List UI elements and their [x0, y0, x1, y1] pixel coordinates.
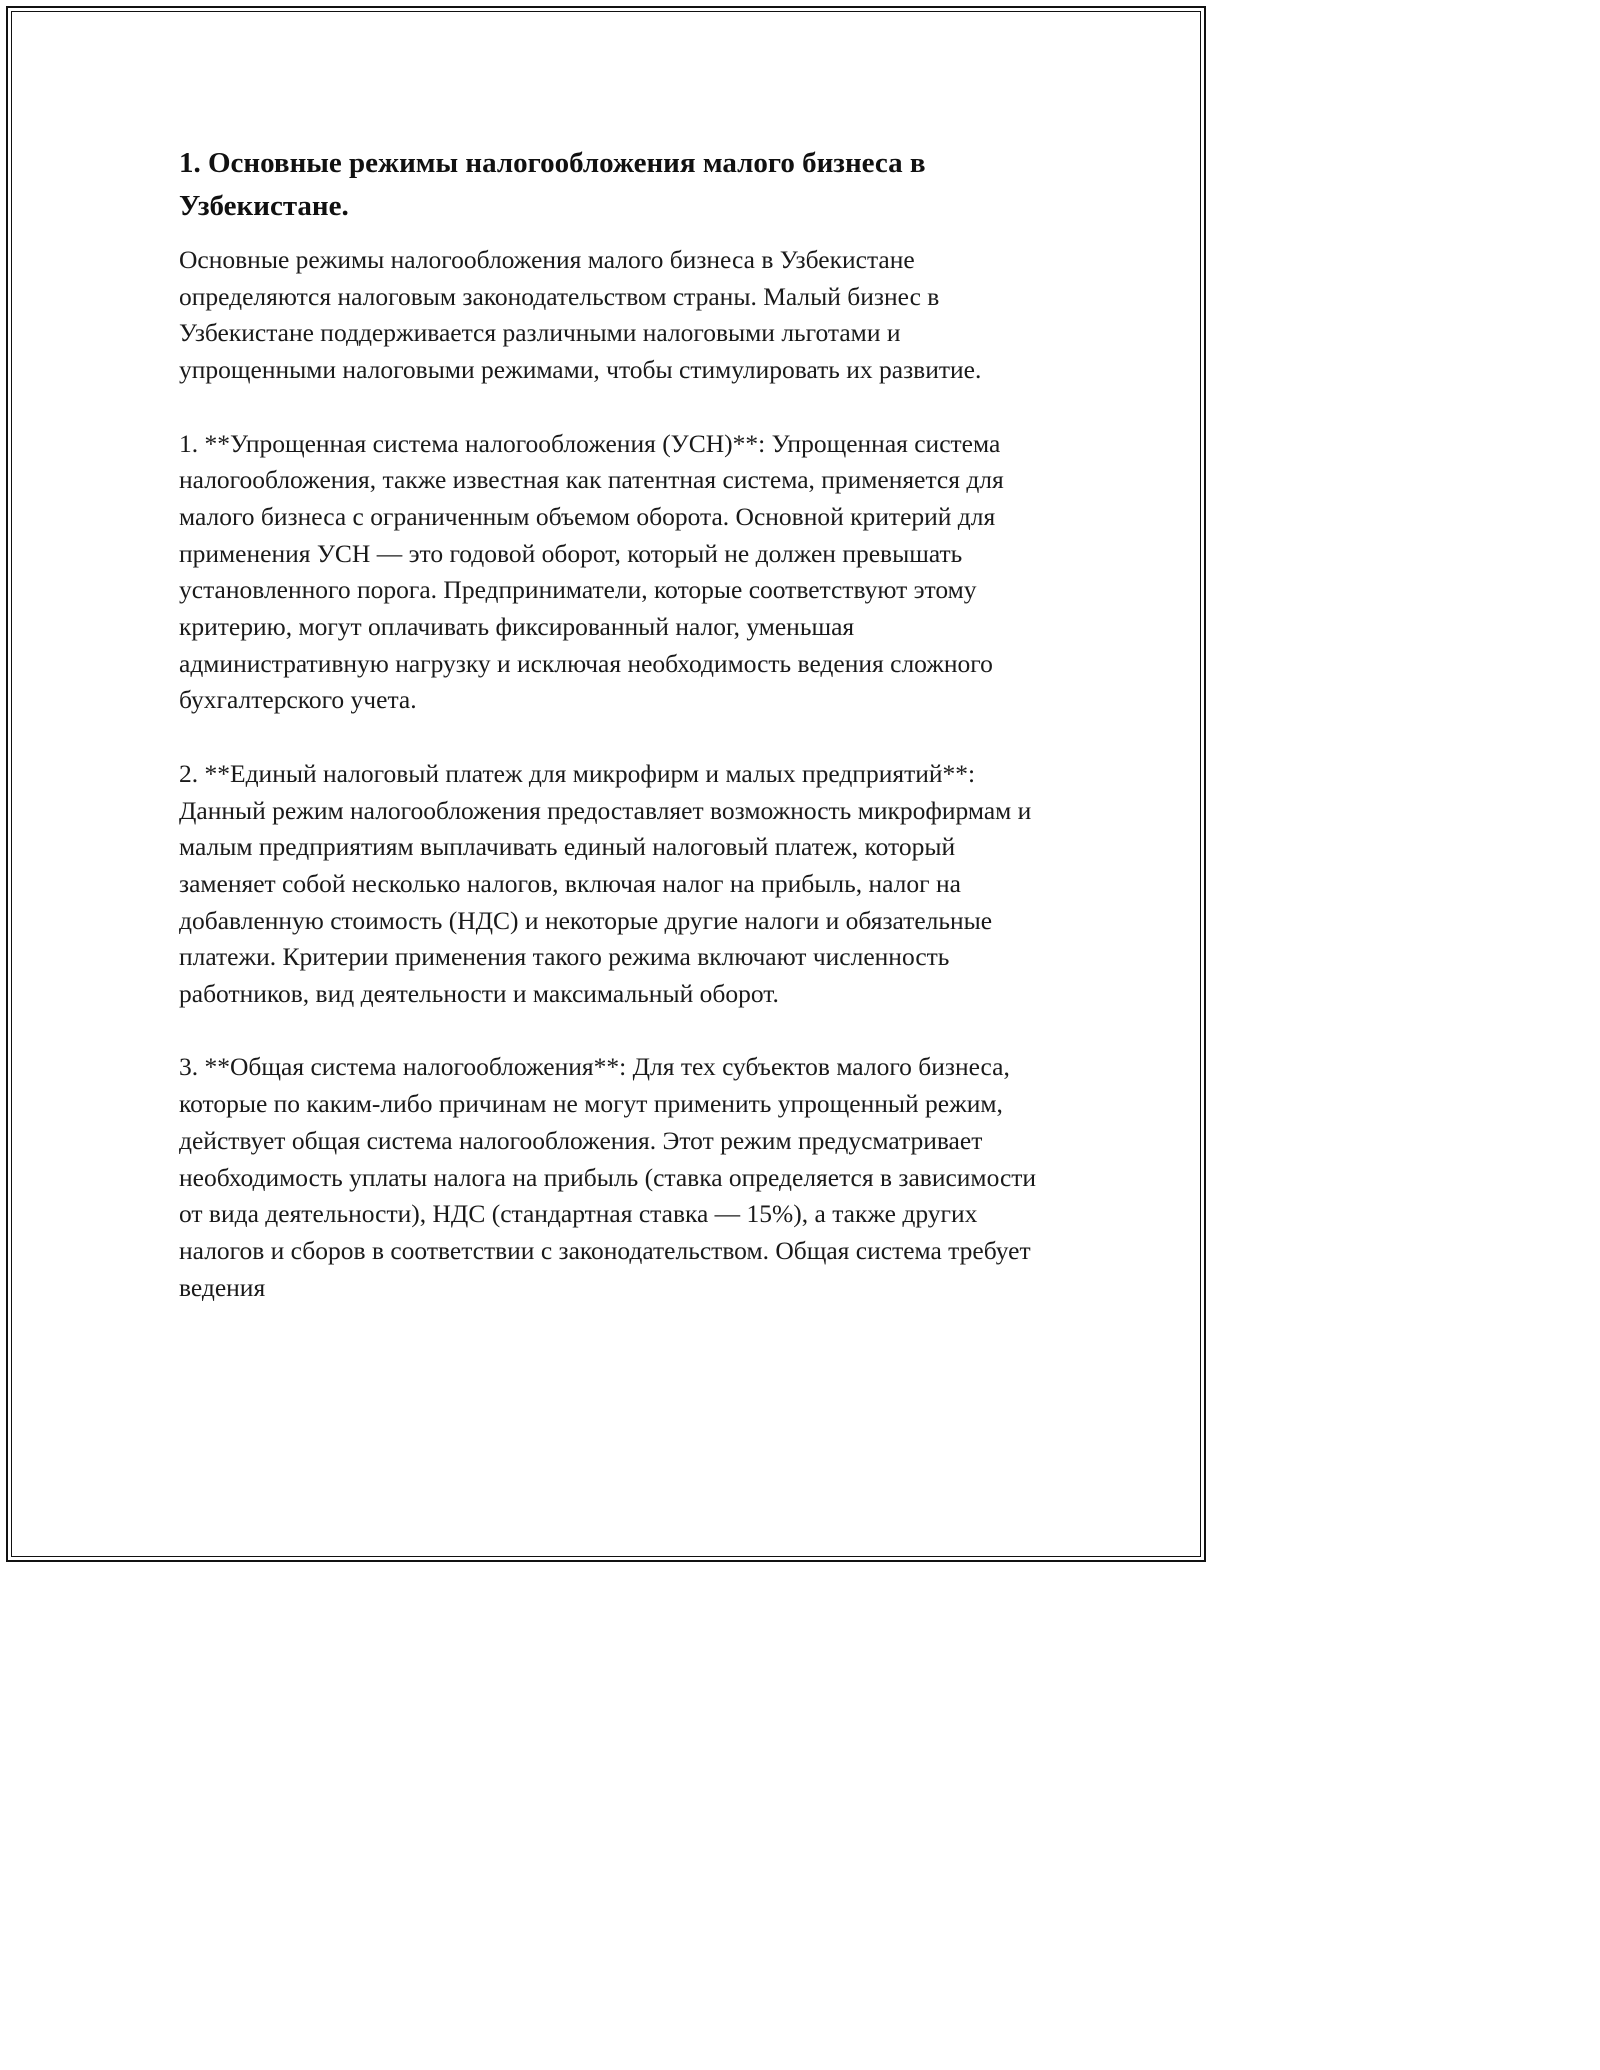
- section-heading: 1. Основные режимы налогообложения малого бизнеса в Узбекистане.: [179, 147, 926, 222]
- regime-general-paragraph: 3. **Общая система налогообложения**: Для тех субъектов малого бизнеса, которые по каким-либо причинам не могут применить упрощенный режим, действует общая система налогообложения. Этот режим предусматривает необходимость уплаты налога на прибыль (ставка определяется в зависимости от вида деятельности), НДС (стандартная ставка — 15%), а также других налогов и сборов в соответствии с законодательством. Общая система требует ведения: [179, 1052, 1037, 1302]
- intro-paragraph: Основные режимы налогообложения малого бизнеса в Узбекистане определяются налоговым законодательством страны. Малый бизнес в Узбекистане поддерживается различными налоговыми льготами и упрощенными налоговыми режимами, чтобы стимулировать их развитие.: [179, 245, 982, 385]
- regime-usn-paragraph: 1. **Упрощенная система налогообложения (УСН)**: Упрощенная система налогообложения, также известная как патентная система, применяется для малого бизнеса с ограниченным объемом оборота. Основной критерий для применения УСН — это годовой оборот, который не должен превышать установленного порога. Предприниматели, которые соответствуют этому критерию, могут оплачивать фиксированный налог, уменьшая административную нагрузку и исключая необходимость ведения сложного бухгалтерского учета.: [179, 428, 1004, 715]
- document-body: [179, 142, 1039, 1306]
- regime-single-payment-paragraph: 2. **Единый налоговый платеж для микрофирм и малых предприятий**: Данный режим налогообложения предоставляет возможность микрофирмам и малым предприятиям выплачивать единый налоговый платеж, который заменяет собой несколько налогов, включая налог на прибыль, налог на добавленную стоимость (НДС) и некоторые другие налоги и обязательные платежи. Критерии применения такого режима включают численность работников, вид деятельности и максимальный оборот.: [179, 758, 1032, 1009]
